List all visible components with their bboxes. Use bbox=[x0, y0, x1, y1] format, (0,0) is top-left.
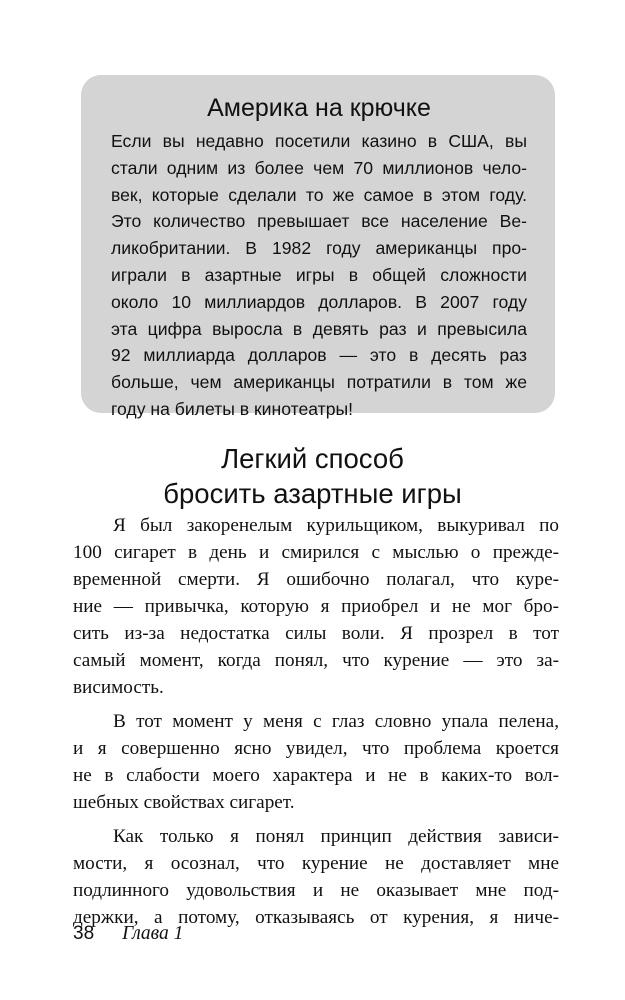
sidebar-box-line: играли в азартные игры в общей сложности bbox=[111, 264, 527, 285]
sidebar-box-line: ликобритании. В 1982 году американцы про- bbox=[111, 238, 527, 259]
paragraph bbox=[73, 708, 559, 816]
text-line: висимость. bbox=[73, 677, 164, 698]
section-title bbox=[0, 441, 625, 511]
section-title-line: Легкий способ bbox=[221, 443, 404, 474]
text-line: держки, а потому, отказываясь от курения, я ниче- bbox=[73, 907, 559, 928]
text-line: не в слабости моего характера и не в каких-то вол- bbox=[73, 765, 559, 786]
sidebar-box-line: Если вы недавно посетили казино в США, вы bbox=[111, 131, 527, 151]
sidebar-box bbox=[81, 75, 555, 419]
text-line: самый момент, когда понял, что курение — это за- bbox=[73, 650, 559, 671]
section-title-line: бросить азартные игры bbox=[163, 478, 462, 509]
text-line: подлинного удовольствия и не оказывает мне под- bbox=[73, 880, 559, 901]
sidebar-box-title: Америка на крючке bbox=[207, 94, 431, 122]
page-footer bbox=[73, 923, 183, 949]
chapter-label: Глава 1 bbox=[122, 923, 184, 944]
paragraph bbox=[73, 823, 559, 931]
text-line: мости, я осознал, что курение не доставляет мне bbox=[73, 853, 559, 874]
sidebar-box-line: стали одним из более чем 70 миллионов чело- bbox=[111, 157, 527, 178]
paragraph bbox=[73, 512, 559, 701]
page-number: 38 bbox=[73, 923, 95, 944]
text-line: Как только я понял принцип действия зависи- bbox=[113, 826, 559, 847]
text-line: В тот момент у меня с глаз словно упала пелена, bbox=[113, 711, 559, 732]
sidebar-box-line: век, которые сделали то же самое в этом году. bbox=[111, 184, 527, 205]
text-line: ние — привычка, которую я приобрел и не мог бро- bbox=[73, 596, 559, 617]
sidebar-box-line: 92 миллиарда долларов — это в десять раз bbox=[111, 345, 527, 366]
text-line: шебных свойствах сигарет. bbox=[73, 792, 295, 813]
sidebar-box-line: году на билеты в кинотеатры! bbox=[111, 398, 354, 419]
text-line: 100 сигарет в день и смирился с мыслью о прежде- bbox=[73, 542, 559, 563]
text-line: и я совершенно ясно увидел, что проблема кроется bbox=[73, 738, 559, 759]
body-text bbox=[73, 512, 559, 938]
text-line: Я был закоренелым курильщиком, выкуривал по bbox=[113, 515, 559, 536]
text-line: временной смерти. Я ошибочно полагал, что куре- bbox=[73, 569, 559, 590]
sidebar-box-line: около 10 миллиардов долларов. В 2007 году bbox=[111, 291, 527, 312]
sidebar-box-line: эта цифра выросла в девять раз и превысила bbox=[111, 318, 527, 339]
text-line: сить из-за недостатка силы воли. Я прозрел в тот bbox=[73, 623, 559, 644]
sidebar-box-line: Это количество превышает все население Ве- bbox=[111, 211, 527, 232]
sidebar-box-line: больше, чем американцы потратили в том же bbox=[111, 372, 527, 393]
